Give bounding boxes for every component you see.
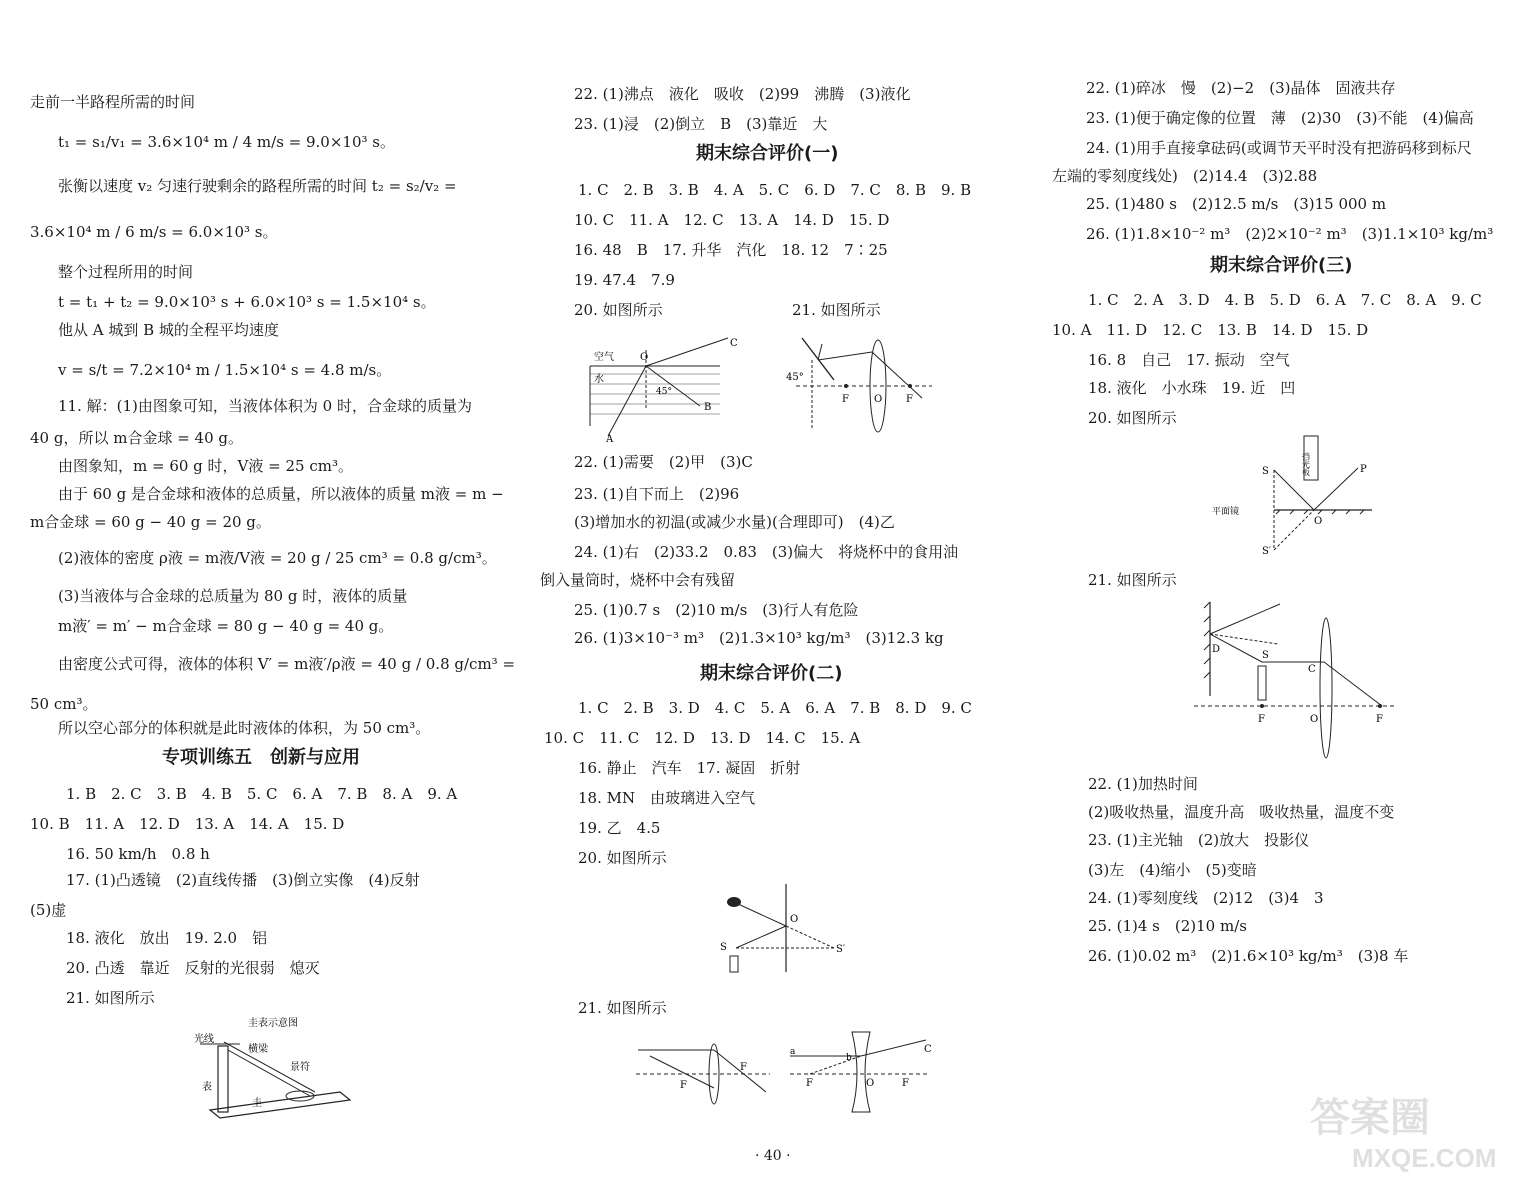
answer-line: 26. (1)0.02 m³ (2)1.6×10³ kg/m³ (3)8 车: [1088, 947, 1409, 965]
label-d: D: [1212, 644, 1221, 655]
label-gnomon: 表: [202, 1082, 212, 1093]
label-c: C: [730, 338, 738, 349]
refraction-diagram: [580, 330, 750, 446]
label-f2: F: [1376, 714, 1383, 725]
answer-line: 22. (1)加热时间: [1088, 775, 1198, 793]
formula-line: 3.6×10⁴ m / 6 m/s = 6.0×10³ s。: [30, 223, 278, 241]
label-s: S: [720, 942, 727, 953]
section-title: 期末综合评价(二): [700, 663, 843, 684]
fig-title: 圭表示意图: [248, 1018, 298, 1029]
answer-line: 倒入量筒时，烧杯中会有残留: [540, 571, 736, 589]
label-a: a: [790, 1047, 796, 1057]
answer-line: 21. 如图所示: [1088, 571, 1177, 589]
answer-line: 1. B 2. C 3. B 4. B 5. C 6. A 7. B 8. A 9. A: [66, 785, 458, 803]
label-o: O: [640, 352, 649, 363]
answer-line: 10. C 11. C 12. D 13. D 14. C 15. A: [544, 729, 861, 747]
plane-mirror-diagram: [1200, 430, 1380, 560]
label-f2: F: [906, 394, 913, 405]
page-number: · 40 ·: [755, 1148, 791, 1164]
text-line: 整个过程所用的时间: [58, 263, 194, 281]
answer-line: 1. C 2. B 3. B 4. A 5. C 6. D 7. C 8. B 9. B: [578, 181, 972, 199]
label-f1: F: [680, 1080, 687, 1091]
label-s-image: S′: [836, 944, 846, 955]
text-line: 走前一半路程所需的时间: [30, 93, 196, 111]
label-beam: 横梁: [248, 1044, 268, 1055]
answer-line: 16. 50 km/h 0.8 h: [66, 845, 210, 863]
label-angle: 45°: [656, 387, 672, 397]
label-o: O: [1310, 714, 1319, 725]
answer-line: 22. (1)沸点 液化 吸收 (2)99 沸腾 (3)液化: [574, 85, 911, 103]
answer-line: 左端的零刻度线处) (2)14.4 (3)2.88: [1052, 167, 1318, 185]
label-f2: F: [740, 1062, 747, 1073]
label-c: C: [924, 1044, 932, 1055]
text-line: 张衡以速度 v₂ 匀速行驶剩余的路程所需的时间 t₂ = s₂/v₂ =: [58, 177, 457, 195]
text-line: 11. 解：(1)由图象可知，当液体体积为 0 时，合金球的质量为: [58, 397, 472, 415]
answer-line: 20. 凸透 靠近 反射的光很弱 熄灭: [66, 959, 320, 977]
answer-line: 21. 如图所示: [66, 989, 155, 1007]
formula-line: v = s/t = 7.2×10⁴ m / 1.5×10⁴ s = 4.8 m/s。: [58, 361, 392, 379]
label-s-image: S′: [1262, 546, 1272, 557]
label-o: O: [874, 394, 883, 405]
label-gui: 圭: [252, 1098, 262, 1109]
label-b: b: [846, 1053, 852, 1063]
answer-line: 23. (1)便于确定像的位置 薄 (2)30 (3)不能 (4)偏高: [1086, 109, 1474, 127]
answer-line: 24. (1)零刻度线 (2)12 (3)4 3: [1088, 889, 1324, 907]
answer-line: 18. 液化 放出 19. 2.0 铝: [66, 929, 268, 947]
lens-diagram: [782, 330, 942, 440]
label-scope: 景符: [290, 1062, 310, 1073]
gnomon-diagram: [190, 1012, 360, 1122]
answer-line: 25. (1)480 s (2)12.5 m/s (3)15 000 m: [1086, 195, 1387, 213]
answer-line: (3)增加水的初温(或减少水量)(合理即可) (4)乙: [574, 513, 895, 531]
answer-line: 24. (1)右 (2)33.2 0.83 (3)偏大 将烧杯中的食用油: [574, 543, 959, 561]
label-s: S: [1262, 466, 1269, 477]
answer-line: 18. MN 由玻璃进入空气: [578, 789, 756, 807]
label-s: S: [1262, 650, 1269, 661]
label-o: O: [1314, 516, 1323, 527]
label-p: P: [1360, 464, 1367, 475]
answer-line: (2)吸收热量，温度升高 吸收热量，温度不变: [1088, 803, 1395, 821]
answer-line: 18. 液化 小水珠 19. 近 凹: [1088, 379, 1296, 397]
label-angle: 45°: [786, 372, 804, 383]
answer-line: (3)左 (4)缩小 (5)变暗: [1088, 861, 1257, 879]
text-line: 由于 60 g 是合金球和液体的总质量，所以液体的质量 m液 = m −: [58, 485, 504, 503]
answer-line: 23. (1)自下而上 (2)96: [574, 485, 740, 503]
answer-line: 24. (1)用手直接拿砝码(或调节天平时没有把游码移到标尺: [1086, 139, 1472, 157]
answer-line: 23. (1)主光轴 (2)放大 投影仪: [1088, 831, 1310, 849]
answer-line: 19. 乙 4.5: [578, 819, 661, 837]
answer-line: 1. C 2. B 3. D 4. C 5. A 6. A 7. B 8. D 9. C: [578, 699, 972, 717]
answer-line: 17. (1)凸透镜 (2)直线传播 (3)倒立实像 (4)反射: [66, 871, 420, 889]
mirror-lens-diagram: [1190, 596, 1400, 762]
answer-line: 10. B 11. A 12. D 13. A 14. A 15. D: [30, 815, 345, 833]
label-f3: F: [806, 1078, 813, 1089]
label-a: A: [606, 434, 614, 445]
formula-line: t = t₁ + t₂ = 9.0×10³ s + 6.0×10³ s = 1.5×10⁴ s。: [58, 293, 436, 311]
watermark-text: 答案圈: [1310, 1094, 1430, 1141]
label-mirror: 平面镜: [1212, 507, 1240, 517]
answer-line: 19. 47.4 7.9: [574, 271, 675, 289]
answer-line: 16. 静止 汽车 17. 凝固 折射: [578, 759, 801, 777]
label-f1: F: [1258, 714, 1265, 725]
text-line: (3)当液体与合金球的总质量为 80 g 时，液体的质量: [58, 587, 408, 605]
answer-line: 20. 如图所示: [578, 849, 667, 867]
label-c: C: [1308, 664, 1316, 675]
label-f4: F: [902, 1078, 909, 1089]
label-board: 挡光板: [1301, 452, 1311, 476]
answer-line: 22. (1)需要 (2)甲 (3)C: [574, 453, 753, 471]
text-line: 40 g，所以 m合金球 = 40 g。: [30, 429, 244, 447]
formula-line: t₁ = s₁/v₁ = 3.6×10⁴ m / 4 m/s = 9.0×10³ s。: [58, 133, 395, 151]
label-o: O: [866, 1078, 875, 1089]
lens-pair-diagram: [630, 1026, 940, 1116]
answer-line: 10. A 11. D 12. C 13. B 14. D 15. D: [1052, 321, 1369, 339]
answer-line: 25. (1)4 s (2)10 m/s: [1088, 917, 1247, 935]
label-b: B: [704, 402, 712, 413]
answer-line: 16. 8 自己 17. 振动 空气: [1088, 351, 1290, 369]
formula-line: 由密度公式可得，液体的体积 V′ = m液′/ρ液 = 40 g / 0.8 g/cm³ =: [58, 655, 516, 673]
watermark-url: MXQE.COM: [1352, 1143, 1497, 1173]
text-line: 由图象知，m = 60 g 时，V液 = 25 cm³。: [58, 457, 353, 475]
answer-line: 16. 48 B 17. 升华 汽化 18. 12 7∶25: [574, 241, 888, 259]
text-line: m合金球 = 60 g − 40 g = 20 g。: [30, 513, 271, 531]
formula-line: (2)液体的密度 ρ液 = m液/V液 = 20 g / 25 cm³ = 0.8 g/cm³。: [58, 549, 497, 567]
section-title: 专项训练五 创新与应用: [162, 747, 360, 768]
text-line: 他从 A 城到 B 城的全程平均速度: [58, 321, 279, 339]
label-water: 水: [594, 374, 604, 385]
label-light: 光线: [194, 1034, 214, 1045]
answer-line: 1. C 2. A 3. D 4. B 5. D 6. A 7. C 8. A 9. C: [1088, 291, 1482, 309]
answer-line: 21. 如图所示: [578, 999, 667, 1017]
mirror-diagram: [712, 880, 852, 980]
text-line: 50 cm³。: [30, 695, 98, 713]
section-title: 期末综合评价(三): [1210, 255, 1353, 276]
formula-line: m液′ = m′ − m合金球 = 80 g − 40 g = 40 g。: [58, 617, 394, 635]
label-f1: F: [842, 394, 849, 405]
answer-line: 21. 如图所示: [792, 301, 881, 319]
answer-line: 10. C 11. A 12. C 13. A 14. D 15. D: [574, 211, 890, 229]
answer-line: 20. 如图所示: [1088, 409, 1177, 427]
label-air: 空气: [594, 352, 614, 363]
answer-line: 22. (1)碎冰 慢 (2)−2 (3)晶体 固液共存: [1086, 79, 1396, 97]
answer-line: 23. (1)浸 (2)倒立 B (3)靠近 大: [574, 115, 828, 133]
answer-line: 26. (1)1.8×10⁻² m³ (2)2×10⁻² m³ (3)1.1×10³ kg/m³: [1086, 225, 1494, 243]
answer-line: 26. (1)3×10⁻³ m³ (2)1.3×10³ kg/m³ (3)12.3 kg: [574, 629, 944, 647]
text-line: 所以空心部分的体积就是此时液体的体积，为 50 cm³。: [58, 719, 431, 737]
answer-line: 20. 如图所示: [574, 301, 663, 319]
watermark-logo: [1300, 1085, 1520, 1175]
section-title: 期末综合评价(一): [696, 143, 839, 164]
answer-line: (5)虚: [30, 901, 67, 919]
label-o: O: [790, 914, 799, 925]
answer-line: 25. (1)0.7 s (2)10 m/s (3)行人有危险: [574, 601, 859, 619]
